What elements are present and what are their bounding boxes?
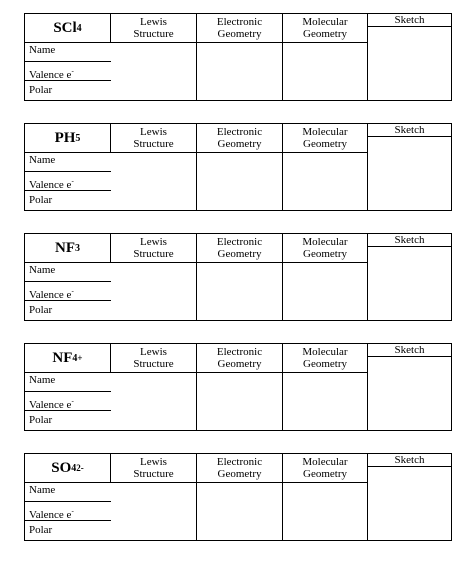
name-label: Name [25,43,111,62]
lewis-structure-header [111,14,196,43]
electronic-geometry-column [197,14,283,100]
lewis-structure-header [111,344,196,373]
formula-charge: 2- [76,463,84,473]
electronic-geometry-column [197,344,283,430]
valence-label-superscript: - [71,397,74,405]
formula-base: SO [51,459,72,476]
valence-label-text: Valence e [29,509,72,521]
mgeo-header-line1: Molecular [302,16,348,28]
name-label: Name [25,263,111,282]
name-label: Name [25,153,111,172]
molecule-table [24,453,452,541]
valence-electrons-label [25,282,111,301]
formula-subscript: 4 [71,462,77,474]
egeo-header-line2: Geometry [217,468,262,480]
molecule-formula [25,14,111,43]
sketch-header: Sketch [368,124,451,137]
mgeo-header-line2: Geometry [303,358,347,370]
mgeo-header-line2: Geometry [303,248,347,260]
molecule-formula [25,344,111,373]
molecule-formula [25,124,111,153]
valence-label-superscript: - [71,507,74,515]
electronic-geometry-header [197,234,282,263]
formula-subscript: 4 [76,22,82,34]
egeo-header-line2: Geometry [217,138,262,150]
mgeo-header-line1: Molecular [302,126,348,138]
egeo-header-line1: Electronic [216,346,263,358]
name-label: Name [25,483,111,502]
sketch-column [368,344,451,430]
electronic-geometry-header [197,14,282,43]
sketch-column [368,234,451,320]
lewis-header-line1: Lewis [140,126,167,138]
formula-base: PH [54,129,76,146]
molecular-geometry-column [283,14,368,100]
sketch-header: Sketch [368,14,451,27]
lewis-header-line1: Lewis [140,16,167,28]
valence-electrons-label [25,172,111,191]
egeo-header-line2: Geometry [217,248,262,260]
valence-label-text: Valence e [29,399,72,411]
molecular-geometry-header [283,344,367,373]
electronic-geometry-column [197,454,283,540]
valence-electrons-label [25,62,111,81]
molecular-geometry-header [283,234,367,263]
molecular-geometry-column [283,454,368,540]
polar-label: Polar [29,524,53,536]
molecule-formula [25,454,111,483]
sketch-column [368,14,451,100]
lewis-structure-column [111,14,197,100]
formula-subscript: 4 [72,352,78,364]
electronic-geometry-header [197,454,282,483]
mgeo-header-line1: Molecular [302,456,348,468]
lewis-structure-header [111,124,196,153]
mgeo-header-line2: Geometry [303,468,347,480]
lewis-structure-column [111,344,197,430]
electronic-geometry-header [197,124,282,153]
polar-label: Polar [29,84,53,96]
valence-label-text: Valence e [29,69,72,81]
egeo-header-line1: Electronic [216,456,263,468]
formula-charge: + [77,353,83,363]
molecule-table [24,343,452,431]
lewis-header-line2: Structure [133,358,174,370]
molecule-formula [25,234,111,263]
molecule-table [24,123,452,211]
egeo-header-line2: Geometry [217,28,262,40]
lewis-header-line2: Structure [133,138,174,150]
electronic-geometry-column [197,234,283,320]
lewis-header-line2: Structure [133,28,174,40]
lewis-structure-column [111,124,197,210]
egeo-header-line1: Electronic [216,16,263,28]
sketch-column [368,454,451,540]
formula-base: NF [52,349,73,366]
egeo-header-line1: Electronic [216,126,263,138]
egeo-header-line2: Geometry [217,358,262,370]
molecular-geometry-header [283,14,367,43]
name-label: Name [25,373,111,392]
lewis-structure-header [111,454,196,483]
polar-label: Polar [29,414,53,426]
valence-label-text: Valence e [29,179,72,191]
valence-label-superscript: - [71,67,74,75]
valence-label-superscript: - [71,287,74,295]
lewis-structure-column [111,234,197,320]
electronic-geometry-header [197,344,282,373]
molecule-table [24,13,452,101]
molecular-geometry-column [283,344,368,430]
molecular-geometry-column [283,124,368,210]
molecule-table [24,233,452,321]
molecular-geometry-header [283,124,367,153]
polar-label: Polar [29,194,53,206]
sketch-header: Sketch [368,234,451,247]
mgeo-header-line1: Molecular [302,236,348,248]
lewis-header-line2: Structure [133,248,174,260]
electronic-geometry-column [197,124,283,210]
sketch-header: Sketch [368,344,451,357]
mgeo-header-line2: Geometry [303,28,347,40]
lewis-header-line1: Lewis [140,456,167,468]
valence-label-text: Valence e [29,289,72,301]
sketch-column [368,124,451,210]
lewis-header-line1: Lewis [140,346,167,358]
sketch-header: Sketch [368,454,451,467]
molecular-geometry-column [283,234,368,320]
valence-label-superscript: - [71,177,74,185]
lewis-header-line2: Structure [133,468,174,480]
valence-electrons-label [25,392,111,411]
formula-subscript: 3 [75,242,80,254]
mgeo-header-line2: Geometry [303,138,347,150]
lewis-structure-header [111,234,196,263]
formula-base: SCl [53,19,77,36]
mgeo-header-line1: Molecular [302,346,348,358]
egeo-header-line1: Electronic [216,236,263,248]
valence-electrons-label [25,502,111,521]
lewis-header-line1: Lewis [140,236,167,248]
formula-subscript: 5 [75,132,81,144]
formula-base: NF [55,239,75,256]
molecular-geometry-header [283,454,367,483]
lewis-structure-column [111,454,197,540]
polar-label: Polar [29,304,53,316]
